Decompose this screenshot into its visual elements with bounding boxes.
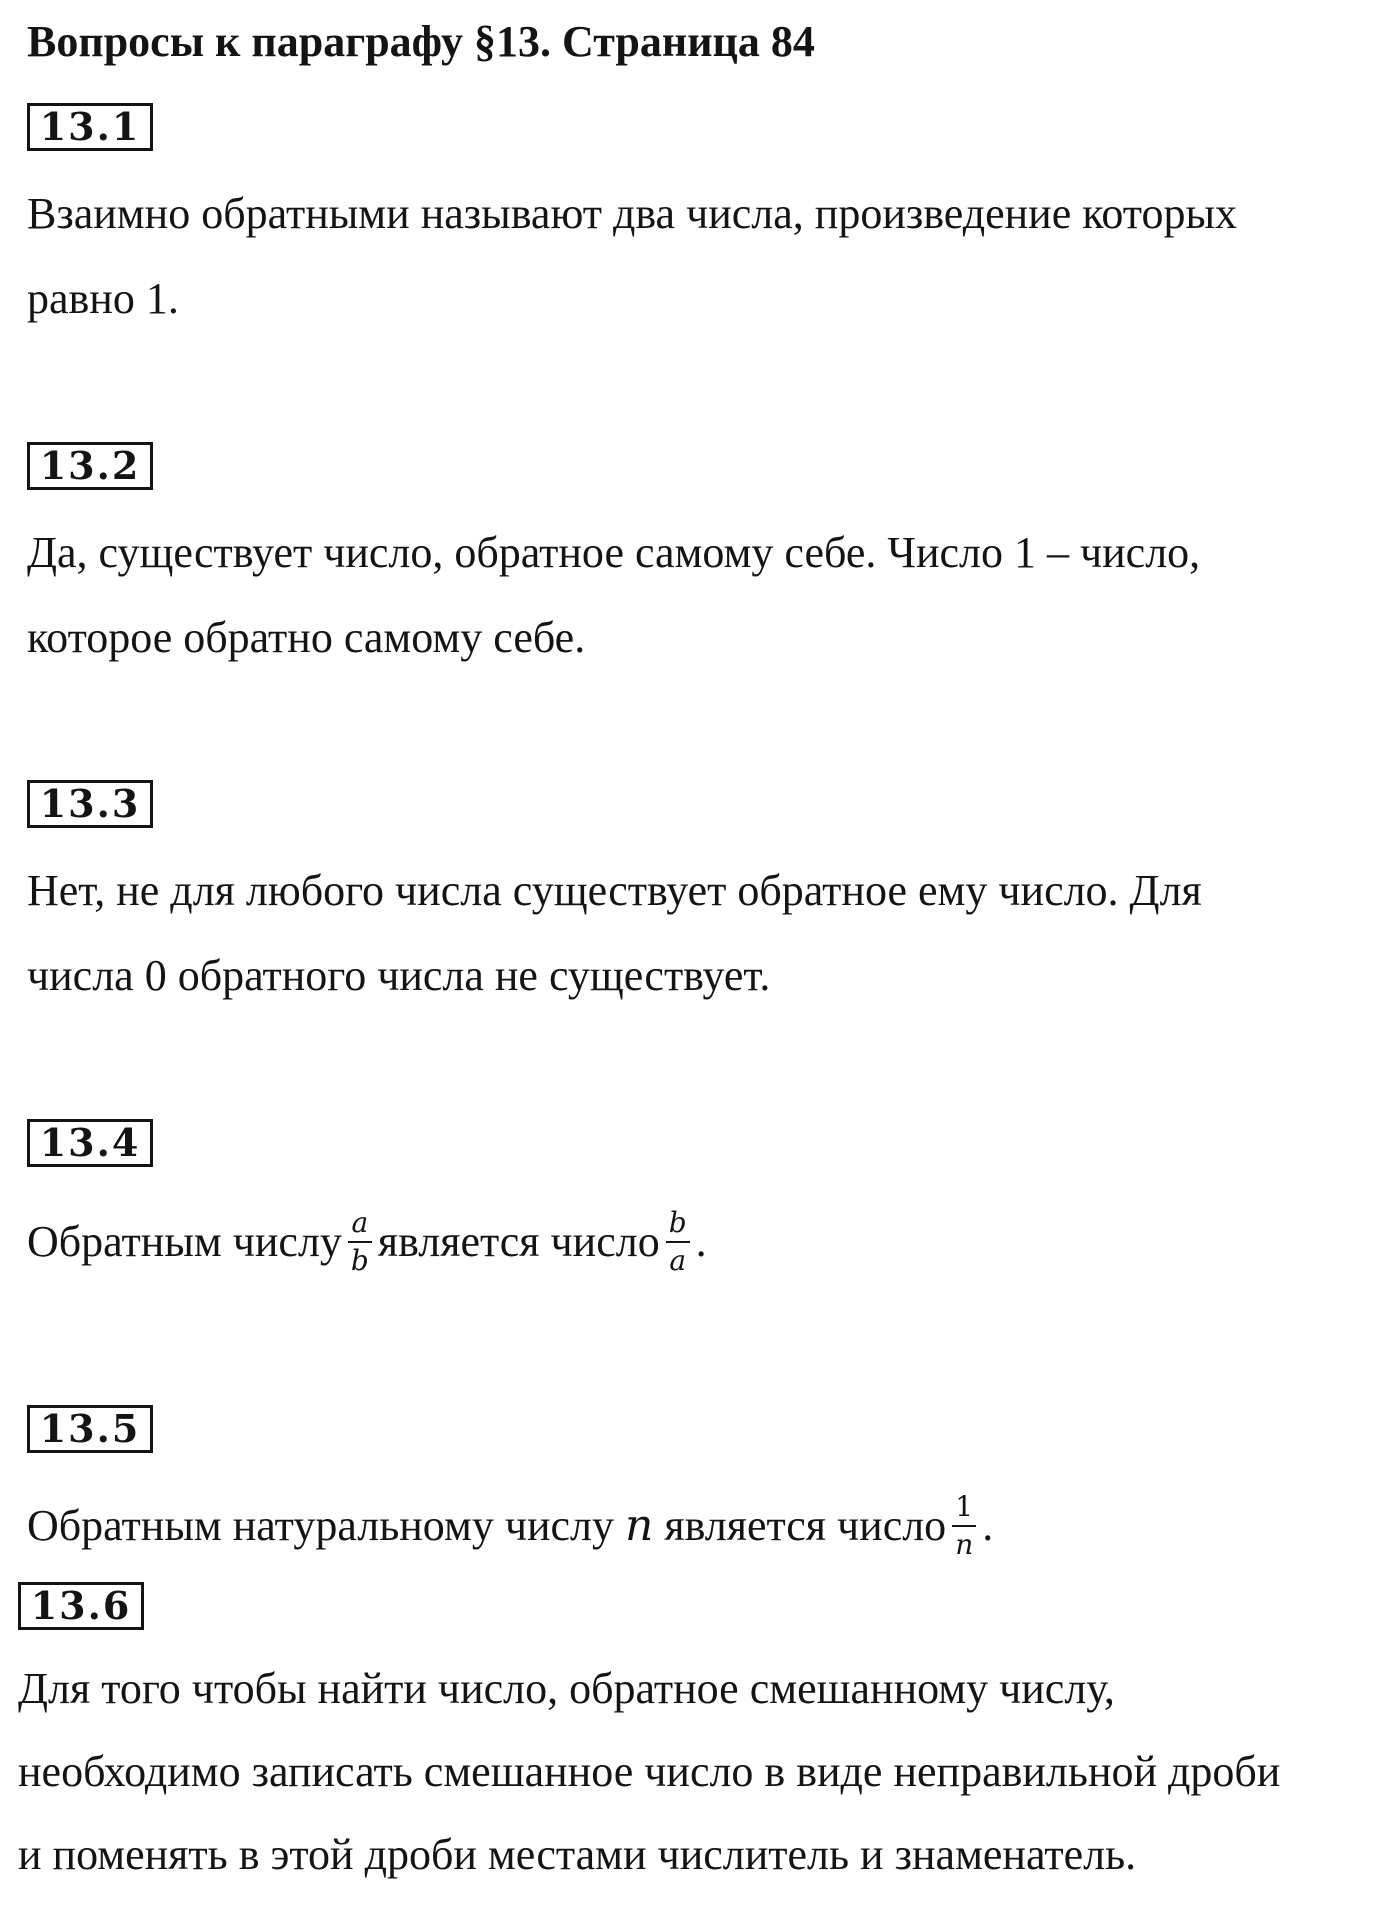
answer-line: Взаимно обратными называют два числа, произведение которых (27, 189, 1238, 238)
question-label-13-2: 13.2 (27, 442, 153, 490)
question-label-13-4: 13.4 (27, 1119, 153, 1167)
fraction-a-over-b (348, 1205, 372, 1277)
answer-line: необходимо записать смешанное число в виде неправильной дроби (18, 1747, 1281, 1796)
answer-line: числа 0 обратного числа не существует. (27, 951, 771, 1000)
fraction-denominator: b (348, 1241, 372, 1276)
fraction-1-over-n (952, 1489, 976, 1561)
answer-13-2 (27, 510, 1200, 680)
answer-13-3 (27, 848, 1202, 1018)
page-title: Вопросы к параграфу §13. Страница 84 (27, 17, 815, 66)
answer-text: Обратным натуральному числу (27, 1501, 614, 1550)
fraction-numerator: a (351, 1205, 369, 1239)
answer-line: и поменять в этой дроби местами числитель и знаменатель. (18, 1830, 1137, 1879)
answer-text: является число (664, 1501, 947, 1550)
fraction-numerator: 1 (955, 1489, 974, 1523)
variable-n: n (624, 1500, 654, 1551)
question-label-13-5: 13.5 (27, 1405, 153, 1453)
answer-line: Нет, не для любого числа существует обратное ему число. Для (27, 866, 1202, 915)
question-label-13-3: 13.3 (27, 780, 153, 828)
answer-punctuation: . (982, 1501, 994, 1550)
answer-13-6 (18, 1647, 1280, 1896)
answer-line: Да, существует число, обратное самому себе. Число 1 – число, (27, 528, 1201, 577)
answer-13-5 (27, 1486, 993, 1566)
answer-line: равно 1. (27, 274, 179, 323)
question-label-13-6: 13.6 (18, 1582, 144, 1630)
answer-text: является число (377, 1217, 660, 1266)
answer-text: Обратным числу (27, 1217, 342, 1266)
fraction-denominator: a (666, 1241, 690, 1276)
question-label-13-1: 13.1 (27, 103, 153, 151)
answer-line: Для того чтобы найти число, обратное смешанному числу, (18, 1664, 1115, 1713)
answer-13-1 (27, 171, 1237, 341)
answer-13-4 (27, 1202, 707, 1282)
answer-punctuation: . (695, 1217, 707, 1266)
fraction-denominator: n (952, 1525, 976, 1560)
answer-line: которое обратно самому себе. (27, 613, 586, 662)
fraction-b-over-a (666, 1205, 690, 1277)
fraction-numerator: b (668, 1205, 687, 1239)
